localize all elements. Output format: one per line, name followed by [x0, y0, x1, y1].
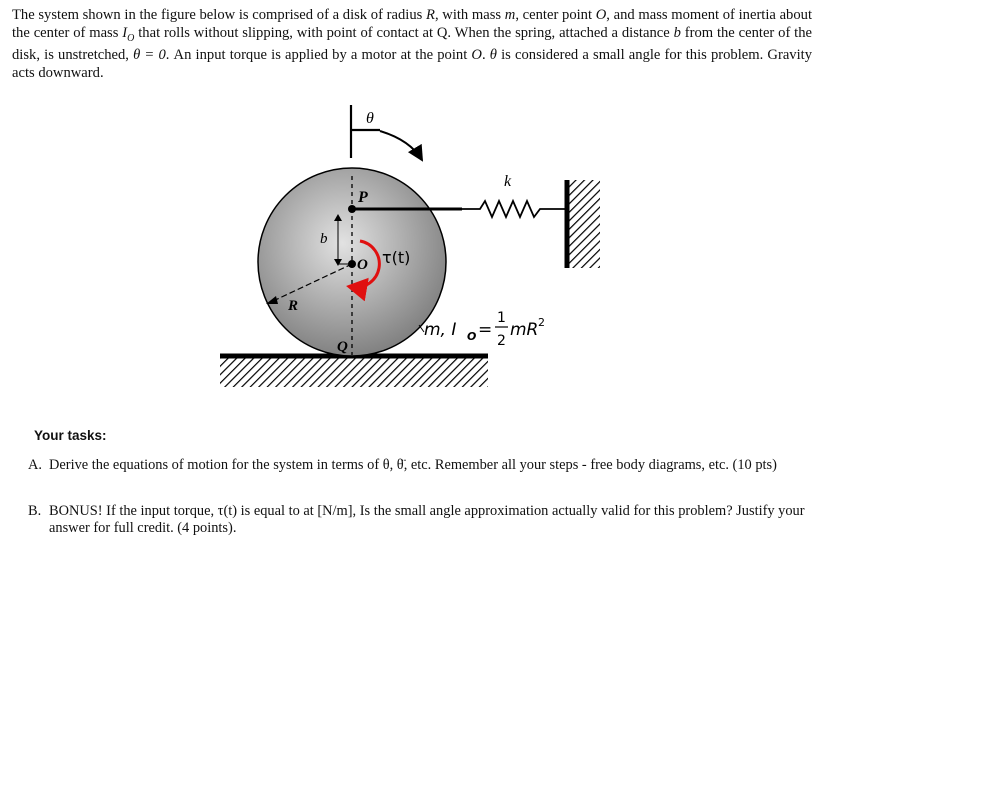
- O-label: O: [357, 257, 368, 273]
- task-a-marker: A.: [28, 457, 42, 473]
- theta-arrow: [380, 131, 422, 160]
- wall-hatch: [566, 180, 600, 268]
- spring: [462, 201, 566, 217]
- task-b: [28, 503, 808, 537]
- P-label: P: [358, 189, 368, 206]
- tasks-heading: Your tasks:: [34, 428, 107, 443]
- problem-statement: The system shown in the figure below is comprised of a disk of radius R, with mass m, center point O, and mass moment of inertia about the center of mass $I_O$ that rolls without slipping, with point of contact at Q. When the spring, attached a distance b from the center of the disk, is unstretched, θ = 0. An input torque is applied by a motor at the point O. θ is considered a small angle for this problem. Gravity acts downward.: [12, 7, 812, 81]
- equals-sign: =: [478, 320, 493, 340]
- fraction-denominator: 2: [497, 333, 506, 349]
- inertia-formula: [419, 310, 545, 349]
- fraction-numerator: 1: [497, 310, 506, 326]
- point-P: [348, 205, 356, 213]
- theta-reference: [351, 105, 422, 160]
- Q-label: Q: [337, 339, 348, 355]
- ground-hatch: [220, 355, 488, 387]
- task-b-marker: B.: [28, 503, 42, 519]
- m-Io-label: m, I: [424, 320, 457, 340]
- theta-label: θ: [366, 110, 374, 127]
- k-label: k: [504, 173, 512, 190]
- mR-label: mR: [510, 320, 539, 340]
- task-a-text: Derive the equations of motion for the system in terms of θ, θ̈, etc. Remember all your steps - free body diagrams, etc. (10 pts): [49, 457, 777, 473]
- tau-label: τ(t): [382, 248, 411, 267]
- task-b-text: BONUS! If the input torque, τ(t) is equal to at [N/m], Is the small angle approximation actually valid for this problem? Justify your answer for full credit. (4 points).: [49, 503, 805, 536]
- squared-exponent: 2: [538, 316, 545, 329]
- Io-subscript: O: [467, 330, 477, 343]
- b-label: b: [320, 231, 328, 247]
- task-a: [28, 457, 808, 474]
- R-label: R: [288, 298, 299, 314]
